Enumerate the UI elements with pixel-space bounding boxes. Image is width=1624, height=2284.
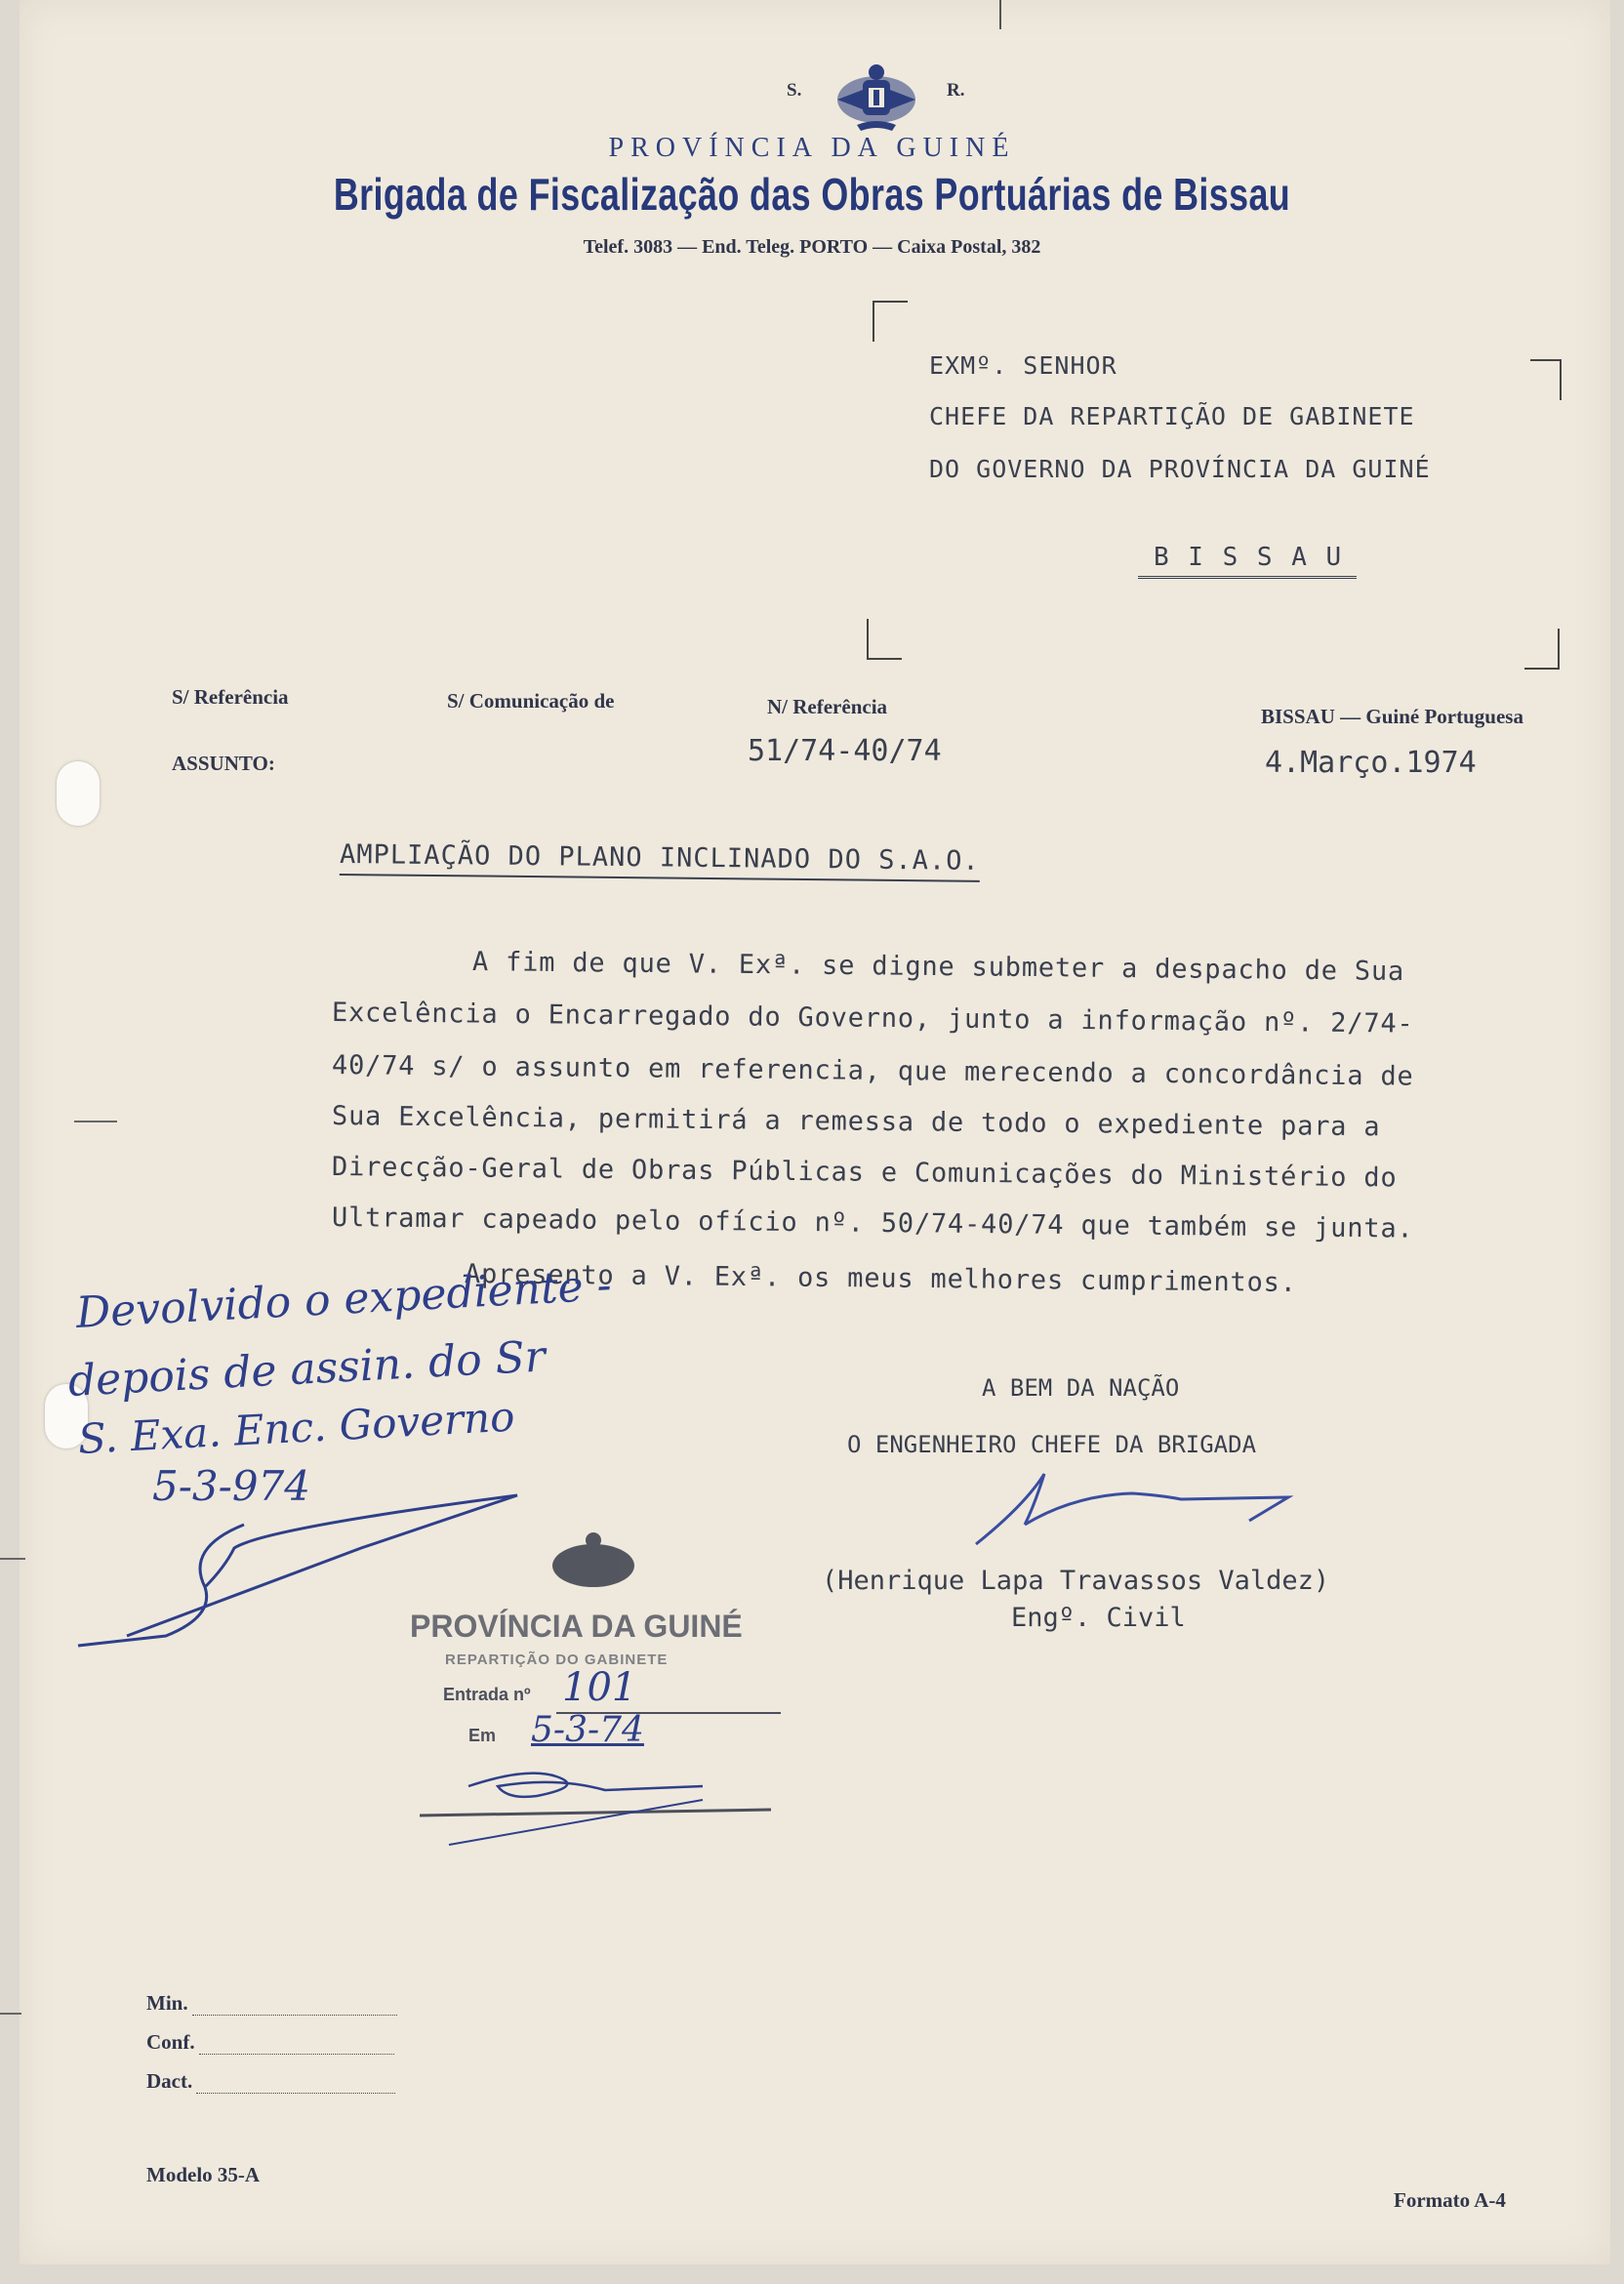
conf-field [146,2030,394,2055]
body-line: Ultramar capeado pelo ofício nº. 50/74-40/74 que também se junta. [331,1203,1414,1244]
address-window-corner [873,301,908,342]
n-referencia-value: 51/74-40/74 [748,734,942,768]
place-label: BISSAU — Guiné Portuguesa [1261,705,1523,728]
body-line: Sua Excelência, permitirá a remessa de todo o expediente para a [331,1101,1381,1143]
punch-hole [57,761,100,826]
min-field [146,1991,397,2016]
conf-label: Conf. [146,2030,195,2054]
dact-label: Dact. [146,2069,193,2093]
min-dotted-line [192,2014,397,2016]
addressee-city: B I S S A U [1138,543,1357,579]
body-line: Apresento a V. Exª. os meus melhores cumprimentos. [464,1259,1297,1298]
contact-line: Telef. 3083 — End. Teleg. PORTO — Caixa Postal, 382 [583,236,1041,258]
body-line: A fim de que V. Exª. se digne submeter a despacho de Sua [471,947,1405,988]
engineer-title: Engº. Civil [1011,1603,1186,1633]
engineer-signature [966,1466,1298,1554]
fold-mark [0,1558,25,1560]
stamp-em-label: Em [468,1726,497,1745]
addressee-line: EXMº. SENHOR [929,351,1117,380]
addressee-line: DO GOVERNO DA PROVÍNCIA DA GUINÉ [929,455,1431,483]
fold-mark [999,0,1001,29]
handwritten-note-line: depois de assin. do Sr [66,1331,547,1407]
conf-dotted-line [199,2053,394,2055]
body-line: 40/74 s/ o assunto em referencia, que merecendo a concordância de [331,1050,1414,1092]
modelo-label: Modelo 35-A [146,2163,261,2186]
handwritten-note-line: Devolvido o expediente - [74,1260,613,1338]
address-window-corner [1530,359,1562,400]
min-label: Min. [146,1991,188,2015]
s-referencia-label: S/ Referência [172,685,289,709]
organization-name: Brigada de Fiscalização das Obras Portuárias de Bissau [333,169,1291,220]
address-window-corner [1524,629,1560,670]
handwritten-note-date: 5-3-974 [152,1462,310,1510]
stamp-signature [410,1757,781,1855]
n-referencia-label: N/ Referência [767,695,888,718]
subject-line: AMPLIAÇÃO DO PLANO INCLINADO DO S.A.O. [340,839,980,882]
closing-line: O ENGENHEIRO CHEFE DA BRIGADA [847,1431,1257,1458]
body-line: Direcção-Geral de Obras Públicas e Comunicações do Ministério do [331,1152,1398,1194]
letter-date: 4.Março.1974 [1265,746,1477,780]
r-mark: R. [947,80,965,101]
stamp-em-value: 5-3-74 [531,1710,644,1750]
assunto-label: ASSUNTO: [172,752,275,775]
fold-mark [0,2013,21,2015]
formato-label: Formato A-4 [1394,2188,1506,2212]
fold-mark [74,1121,117,1122]
office-stamp [410,1530,781,1853]
handwritten-note-line: S. Exa. Enc. Governo [76,1392,516,1463]
addressee-line: CHEFE DA REPARTIÇÃO DE GABINETE [929,402,1415,430]
stamp-entrada-label: Entrada nº [443,1685,531,1704]
dact-dotted-line [196,2092,395,2094]
body-line: Excelência o Encarregado do Governo, junto a informação nº. 2/74- [331,998,1414,1040]
s-comunicacao-label: S/ Comunicação de [447,689,615,713]
address-window-corner [867,619,902,660]
stamp-entrada-value: 101 [562,1665,637,1710]
stamp-subtitle: REPARTIÇÃO DO GABINETE [445,1652,669,1668]
coat-of-arms-icon [828,61,925,135]
s-mark: S. [787,80,802,101]
engineer-name: (Henrique Lapa Travassos Valdez) [822,1566,1330,1596]
stamp-emblem-icon [545,1530,642,1599]
dact-field [146,2069,395,2094]
stamp-title: PROVÍNCIA DA GUINÉ [410,1609,743,1644]
province-title: PROVÍNCIA DA GUINÉ [608,133,1016,163]
closing-line: A BEM DA NAÇÃO [982,1374,1180,1402]
